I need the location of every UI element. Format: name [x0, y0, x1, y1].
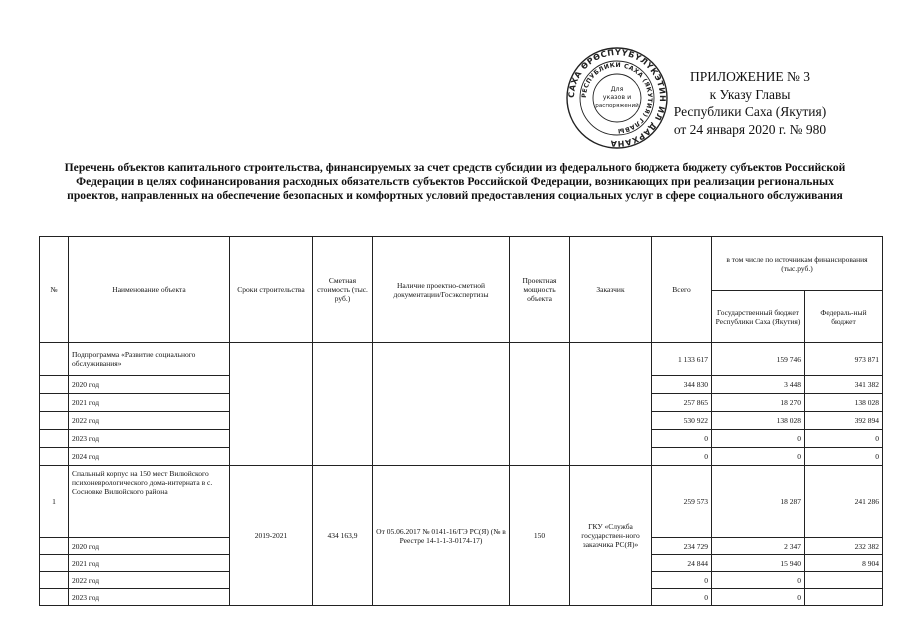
svg-text:РЕСПУБЛИКИ САХА (ЯКУТИЯ) ГЛАВЫ: РЕСПУБЛИКИ САХА (ЯКУТИЯ) ГЛАВЫ [580, 61, 654, 135]
header-sources: в том числе по источникам финансирования (тыс.руб.) [712, 237, 883, 291]
appendix-block [660, 68, 840, 138]
svg-text:Для: Для [610, 86, 624, 93]
program-capacity-cell [510, 343, 570, 466]
header-num: № [40, 237, 69, 343]
year-federal: 0 [805, 448, 883, 466]
svg-text:САХА ӨРӨСПҮҮБҮЛҮКЭТИН ИЛ ДАРХА: САХА ӨРӨСПҮҮБҮЛҮКЭТИН ИЛ ДАРХАНА [566, 47, 668, 149]
year-label: 2022 год [69, 572, 230, 589]
year-total: 0 [652, 572, 712, 589]
year-total: 0 [652, 430, 712, 448]
year-total: 0 [652, 448, 712, 466]
header-regional-budget: Государственный бюджет Республики Саха (Якутия) [712, 291, 805, 343]
year-regional: 0 [712, 589, 805, 606]
empty-cell [40, 448, 69, 466]
year-total: 24 844 [652, 555, 712, 572]
year-total: 257 865 [652, 394, 712, 412]
year-label: 2021 год [69, 555, 230, 572]
year-regional: 0 [712, 448, 805, 466]
year-regional: 138 028 [712, 412, 805, 430]
empty-cell [40, 538, 69, 555]
object-docs: От 05.06.2017 № 0141-16/ГЭ РС(Я) (№ в Реестре 14-1-1-3-0174-17) [373, 466, 510, 606]
header-customer: Заказчик [570, 237, 652, 343]
year-total: 234 729 [652, 538, 712, 555]
year-label: 2021 год [69, 394, 230, 412]
appendix-decree-ref: к Указу Главы [709, 86, 791, 102]
year-regional: 2 347 [712, 538, 805, 555]
appendix-republic: Республики Саха (Якутия) [673, 104, 827, 119]
program-customer-cell [570, 343, 652, 466]
object-customer: ГКУ «Служба государствен-ного заказчика РС(Я)» [570, 466, 652, 606]
object-regional: 18 287 [712, 466, 805, 538]
year-label: 2020 год [69, 538, 230, 555]
official-seal [565, 46, 669, 150]
table-row [40, 466, 883, 538]
year-federal [805, 572, 883, 589]
objects-table [39, 236, 883, 606]
year-federal [805, 589, 883, 606]
header-cost: Сметная стоимость (тыс. руб.) [313, 237, 373, 343]
year-regional: 0 [712, 572, 805, 589]
object-terms: 2019-2021 [230, 466, 313, 606]
year-regional: 0 [712, 430, 805, 448]
appendix-date: от 24 января 2020 г. № 980 [673, 121, 827, 137]
year-total: 0 [652, 589, 712, 606]
year-federal: 341 382 [805, 376, 883, 394]
object-total: 259 573 [652, 466, 712, 538]
year-label: 2023 год [69, 589, 230, 606]
year-regional: 15 940 [712, 555, 805, 572]
program-name: Подпрограмма «Развитие социального обслуживания» [69, 343, 230, 376]
empty-cell [40, 572, 69, 589]
year-federal: 392 894 [805, 412, 883, 430]
empty-cell [40, 412, 69, 430]
object-capacity: 150 [510, 466, 570, 606]
year-regional: 18 270 [712, 394, 805, 412]
program-terms-cell [230, 343, 313, 466]
header-federal-budget: Федераль-ный бюджет [805, 291, 883, 343]
program-total: 1 133 617 [652, 343, 712, 376]
svg-text:распоряжений: распоряжений [595, 103, 639, 109]
year-label: 2023 год [69, 430, 230, 448]
empty-cell [40, 589, 69, 606]
year-federal: 232 382 [805, 538, 883, 555]
header-capacity: Проектная мощность объекта [510, 237, 570, 343]
header-terms: Сроки строительства [230, 237, 313, 343]
year-regional: 3 448 [712, 376, 805, 394]
header-docs: Наличие проектно-сметной документации/Госэкспертизы [373, 237, 510, 343]
program-federal: 973 871 [805, 343, 883, 376]
object-cost: 434 163,9 [313, 466, 373, 606]
empty-cell [40, 430, 69, 448]
empty-cell [40, 376, 69, 394]
object-num: 1 [40, 466, 69, 538]
year-federal: 0 [805, 430, 883, 448]
object-federal: 241 286 [805, 466, 883, 538]
svg-text:указов и: указов и [602, 94, 632, 101]
header-name: Наименование объекта [69, 237, 230, 343]
year-total: 344 830 [652, 376, 712, 394]
year-federal: 138 028 [805, 394, 883, 412]
year-federal: 8 904 [805, 555, 883, 572]
empty-cell [40, 555, 69, 572]
program-docs-cell [373, 343, 510, 466]
year-label: 2020 год [69, 376, 230, 394]
year-label: 2024 год [69, 448, 230, 466]
empty-cell [40, 394, 69, 412]
header-total: Всего [652, 237, 712, 343]
program-num-cell [40, 343, 69, 376]
year-total: 530 922 [652, 412, 712, 430]
program-cost-cell [313, 343, 373, 466]
year-label: 2022 год [69, 412, 230, 430]
appendix-number: ПРИЛОЖЕНИЕ № 3 [689, 69, 811, 84]
program-regional: 159 746 [712, 343, 805, 376]
document-title: Перечень объектов капитального строительства, финансируемых за счет средств субсидии из федерального бюджета бюджету субъектов Российской Федерации в целях софинансирования расходных обязательств субъектов Российской Федерации, возникающих при реализации региональных проектов, направленных на обеспечение безопасных и комфортных условий предоставления социальных услуг в сфере социального обслуживания [64, 161, 846, 202]
table-row [40, 343, 883, 376]
object-name: Спальный корпус на 150 мест Вилюйского психоневрологического дома-интерната в с. Сосновке Вилюйского района [69, 466, 230, 538]
